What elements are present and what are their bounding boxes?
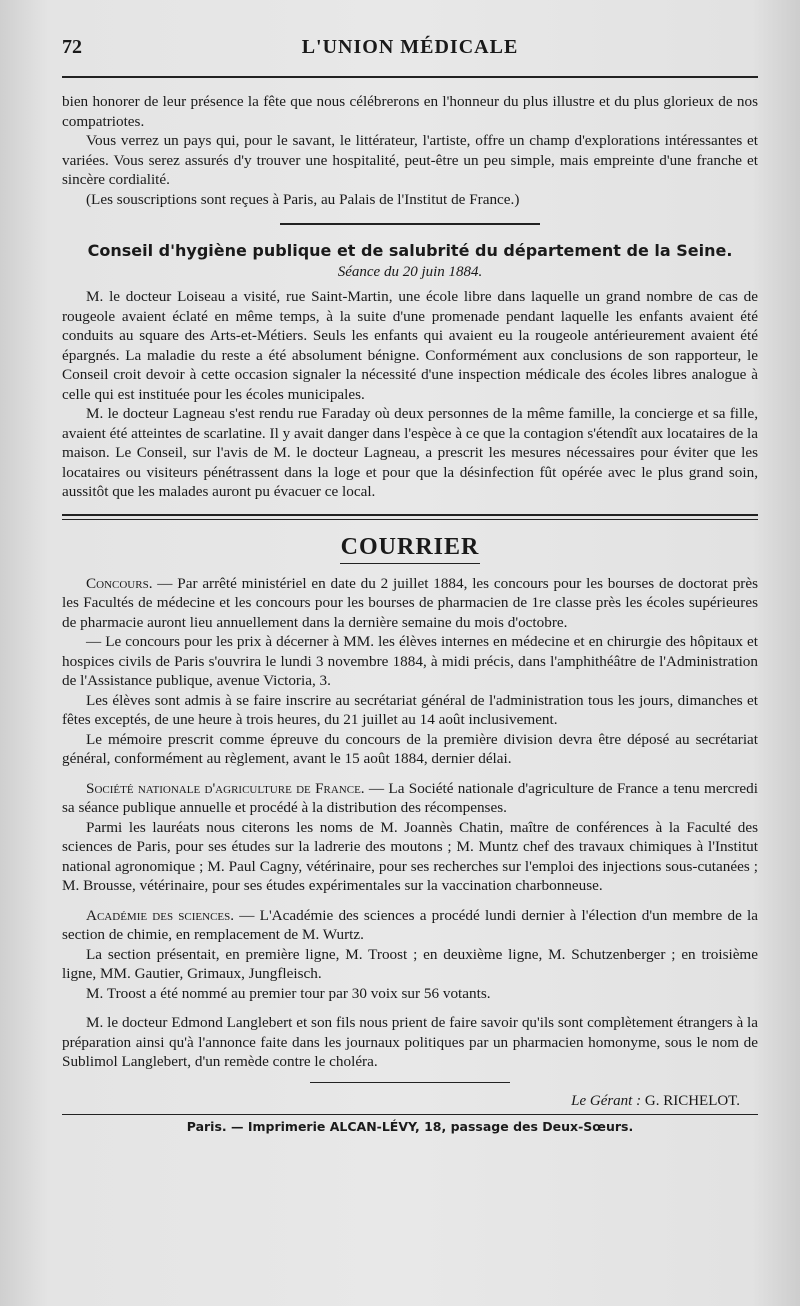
signature-name: G. RICHELOT. (644, 1092, 740, 1109)
laureats-paragraph: Parmi les lauréats nous citerons les noms de M. Joannès Chatin, maître de conférences à la Faculté des sciences de Paris, pour ses études sur la ladrerie des moutons ; M. Muntz chef des travaux chimiques à l'Institut national agronomique ; M. Paul Cagny, vétérinaire, pour ses recherches sur l'emploi des injections sous-cutanées ; M. Brousse, vétérinaire, pour ses études expérimentales sur la vaccination charbonneuse. (62, 818, 758, 894)
spacer (62, 896, 758, 906)
agriculture-text: — La Société nationale d'agriculture de France a tenu mercredi sa séance publique annuelle et procédé à la distribution des récompenses. (62, 779, 758, 816)
concours-lead: Concours. (86, 574, 153, 592)
concours-paragraph (62, 574, 758, 633)
header-rule (62, 76, 758, 78)
concours-memoire-paragraph: Le mémoire prescrit comme épreuve du concours de la première division devra être déposé au secrétariat général, conformément au règlement, avant le 15 août 1884, dernier délai. (62, 730, 758, 767)
intro-paragraph: (Les souscriptions sont reçues à Paris, au Palais de l'Institut de France.) (86, 190, 520, 208)
agriculture-paragraph (62, 779, 758, 818)
signature-label: Le Gérant : (571, 1092, 642, 1109)
hygiene-paragraph: M. le docteur Loiseau a visité, rue Saint-Martin, une école libre dans laquelle un grand nombre de cas de rougeole avaient éclaté en même temps, à la suite d'une promenade pendant laquelle les enfants avaient été conduits au square des Arts-et-Métiers. Seuls les enfants qui avaient eu la rougeole antérieurement avaient été épargnés. La maladie du reste a été absolument bénigne. Conformément aux conclusions de son rapporteur, le Conseil croit devoir à cette occasion signaler la nécessité d'une inspection médicale des écoles libres analogue à celle qui est instituée pour les écoles municipales. (62, 288, 758, 403)
concours-text: — Par arrêté ministériel en date du 2 juillet 1884, les concours pour les bourses de doctorat près les Facultés de médecine et les concours pour les bourses de pharmacien de 1re classe près les écoles supérieures de pharmacie auront lieu annuellement dans la dernière semaine du mois d'octobre. (62, 574, 758, 631)
running-title: L'UNION MÉDICALE (301, 36, 519, 58)
academie-lead: Académie des sciences. (86, 906, 235, 924)
spacer (62, 1003, 758, 1013)
election-result-paragraph: M. Troost a été nommé au premier tour par 30 voix sur 56 votants. (86, 984, 491, 1002)
section-divider (280, 223, 540, 225)
page-header (62, 36, 758, 66)
academie-paragraph (62, 906, 758, 945)
hygiene-paragraph: M. le docteur Lagneau s'est rendu rue Faraday où deux personnes de la même famille, la concierge et sa fille, avaient été atteintes de scarlatine. Il y avait danger dans l'espèce à ce que la contagion s'étendît aux locataires de la maison. Le Conseil, sur l'avis de M. le docteur Lagneau, a prescrit les mesures nécessaires pour éviter que les locataires ou visiteurs pénétrassent dans la loge et pour que la désinfection fût opérée avec le plus grand soin, aussitôt que les malades auront pu évacuer ce local. (62, 405, 758, 500)
hygiene-section-date: Séance du 20 juin 1884. (337, 264, 483, 280)
concours-inscription-paragraph: Les élèves sont admis à se faire inscrire au secrétariat général de l'administration tous les jours, dimanches et fêtes exceptés, de une heure à trois heures, du 21 juillet au 14 août inclusivement. (62, 691, 758, 728)
section-double-rule (62, 514, 758, 520)
courrier-title: COURRIER (340, 533, 480, 560)
signature (62, 1093, 740, 1110)
closing-rule (310, 1082, 510, 1083)
langlebert-paragraph: M. le docteur Edmond Langlebert et son fils nous prient de faire savoir qu'ils sont complètement étrangers à la préparation ainsi qu'à l'annonce faite dans les journaux politiques par un pharmacien homonyme, sous le nom de Sublimol Langlebert, d'un remède contre le choléra. (62, 1014, 758, 1070)
intro-paragraph: bien honorer de leur présence la fête que nous célébrerons en l'honneur du plus illustre et du plus glorieux de nos compatriotes. (62, 93, 758, 130)
academie-text: — L'Académie des sciences a procédé lundi dernier à l'élection d'un membre de la section de chimie, en remplacement de M. Wurtz. (62, 906, 759, 943)
page-number: 72 (62, 36, 82, 58)
footer-rule (62, 1114, 758, 1115)
intro-paragraph: Vous verrez un pays qui, pour le savant, le littérateur, l'artiste, offre un champ d'explorations intéressantes et variées. Vous serez assurés d'y trouver une hospitalité, peut-être un peu simple, mais empreinte d'une franche et sincère cordialité. (62, 132, 758, 188)
spacer (62, 769, 758, 779)
courrier-title-rule (340, 563, 480, 564)
printer-imprint: Paris. — Imprimerie ALCAN-LÉVY, 18, passage des Deux-Sœurs. (186, 1118, 634, 1134)
agriculture-lead: Société nationale d'agriculture de France. (86, 779, 365, 797)
concours-prix-paragraph: — Le concours pour les prix à décerner à MM. les élèves internes en médecine et en chirurgie des hôpitaux et hospices civils de Paris s'ouvrira le lundi 3 novembre 1884, à midi précis, dans l'amphithéâtre de l'Administration de l'Assistance publique, avenue Victoria, 3. (62, 633, 758, 689)
section-presentation-paragraph: La section présentait, en première ligne, M. Troost ; en deuxième ligne, M. Schutzenberger ; en troisième ligne, MM. Gautier, Grimaux, Jungfleisch. (62, 945, 758, 982)
hygiene-section-title: Conseil d'hygiène publique et de salubrité du département de la Seine. (87, 241, 733, 260)
